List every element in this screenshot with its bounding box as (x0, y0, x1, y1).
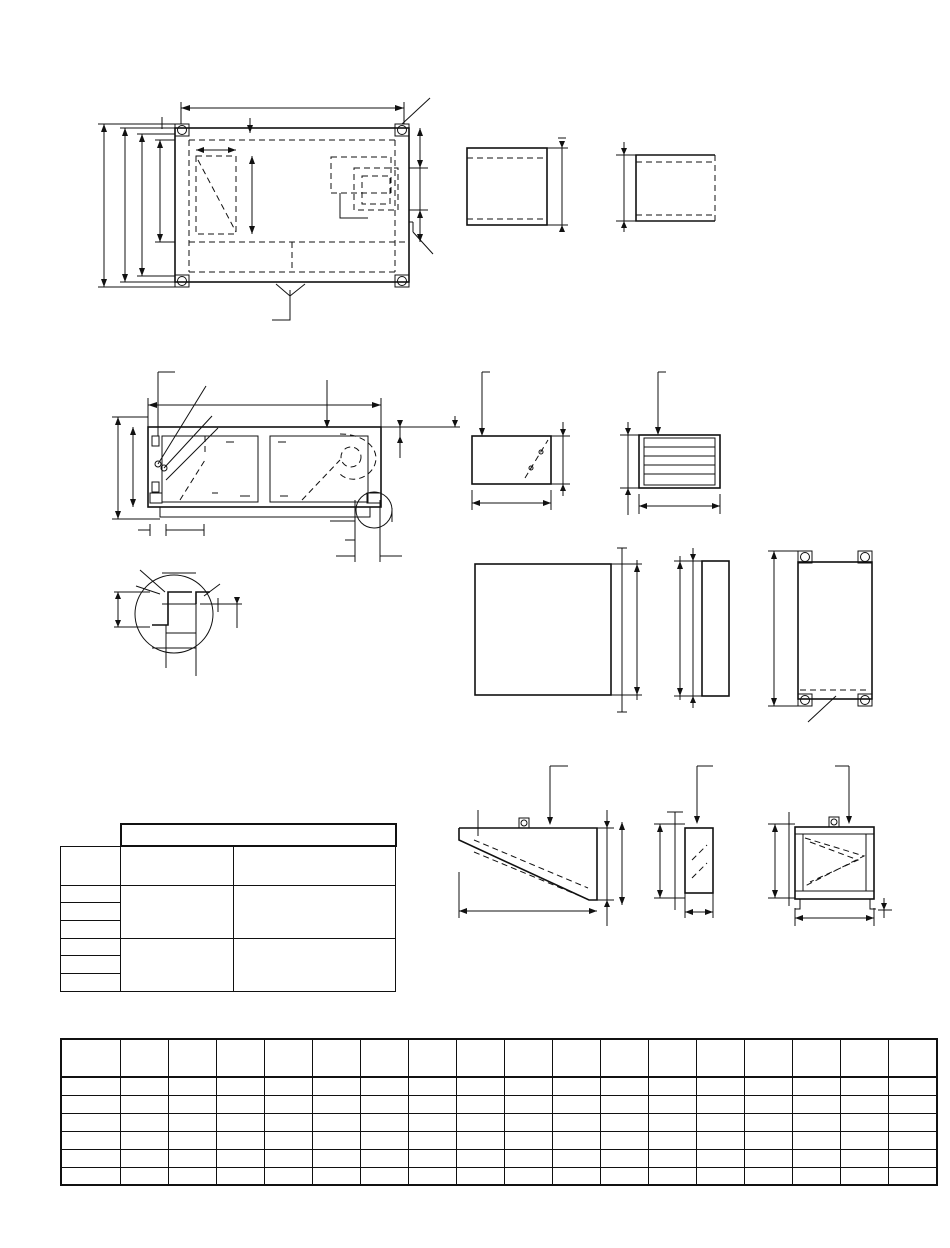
detail-leader-2 (136, 586, 160, 594)
table-cell (504, 1095, 552, 1113)
table-cell (61, 846, 121, 885)
table-row (61, 1095, 937, 1113)
louver-frame (644, 438, 715, 485)
table-cell (360, 1039, 408, 1077)
end-hood-outline (795, 827, 874, 899)
table-cell (61, 938, 121, 955)
hidden-coil-diagonal (198, 160, 236, 232)
table-cell (168, 1149, 216, 1167)
table-cell (696, 1095, 744, 1113)
table-cell (888, 1149, 937, 1167)
table-cell (312, 1167, 360, 1185)
corner-hole-bl (178, 277, 187, 286)
panel-narrow-view (674, 548, 729, 708)
table-cell (312, 1131, 360, 1149)
table-cell (61, 902, 121, 920)
louver-blades (644, 447, 715, 474)
table-row (61, 1149, 937, 1167)
table-cell (264, 1167, 312, 1185)
table-cell (61, 1095, 120, 1113)
table-cell (600, 1113, 648, 1131)
table-cell (360, 1167, 408, 1185)
table-cell (744, 1149, 792, 1167)
table-cell (552, 1039, 600, 1077)
table-cell (648, 1095, 696, 1113)
narrow-hood-outline (685, 828, 713, 893)
front-panel-right (270, 436, 368, 502)
table-cell (264, 1077, 312, 1095)
table-cell (121, 846, 234, 885)
table-cell (216, 1149, 264, 1167)
top-plan-view (98, 98, 433, 320)
hood-hidden (474, 840, 588, 896)
end-hood-foot-l (795, 899, 800, 909)
front-base-rail (160, 507, 370, 517)
table-cell (744, 1167, 792, 1185)
table-header-row (61, 1039, 937, 1077)
hidden-fan-housing (331, 157, 391, 193)
table-cell (504, 1039, 552, 1077)
table-cell (264, 1113, 312, 1131)
table-cell (744, 1113, 792, 1131)
end-outline (467, 148, 547, 225)
table-cell (504, 1077, 552, 1095)
table-cell (456, 1095, 504, 1113)
table-cell (600, 1149, 648, 1167)
table-cell (888, 1039, 937, 1077)
front-leader-2 (158, 386, 206, 464)
table-cell (312, 1113, 360, 1131)
table-cell (360, 1077, 408, 1095)
table-cell (648, 1039, 696, 1077)
table-cell (840, 1131, 888, 1149)
table-cell (168, 1167, 216, 1185)
detail-section (152, 592, 192, 625)
table-cell (648, 1149, 696, 1167)
table-cell (264, 1095, 312, 1113)
table-cell (552, 1131, 600, 1149)
frame-hole-bl (801, 696, 810, 705)
table-cell (61, 824, 121, 846)
table-cell (408, 1131, 456, 1149)
table-cell (168, 1077, 216, 1095)
table-cell (120, 1039, 168, 1077)
large-dimension-table (60, 1038, 938, 1186)
table-cell (840, 1077, 888, 1095)
hidden-fan-inner (362, 176, 390, 204)
table-cell (552, 1113, 600, 1131)
plan-outline (175, 128, 409, 282)
table-cell (744, 1095, 792, 1113)
table-cell (504, 1113, 552, 1131)
front-fitting-1 (152, 436, 159, 446)
side-hood-view (459, 766, 625, 926)
right-end-view-small (467, 138, 568, 232)
hidden-coil (196, 156, 236, 234)
detail-circle-view (114, 570, 242, 676)
table-cell (648, 1113, 696, 1131)
table-cell (120, 1095, 168, 1113)
table-cell (696, 1039, 744, 1077)
end-hood-foot-r (870, 899, 876, 909)
table-cell (504, 1131, 552, 1149)
table-cell (792, 1149, 840, 1167)
table-cell (168, 1113, 216, 1131)
table-cell (552, 1167, 600, 1185)
table-cell (696, 1077, 744, 1095)
table-cell (120, 1149, 168, 1167)
coil-outline (472, 436, 551, 484)
table-cell (888, 1077, 937, 1095)
table-cell (888, 1167, 937, 1185)
detail-circle (135, 575, 213, 653)
table-cell (312, 1095, 360, 1113)
table-cell (61, 1039, 120, 1077)
front-hidden-fan-hub (341, 447, 361, 467)
table-cell (61, 1149, 120, 1167)
table-row (61, 938, 396, 955)
table-cell (696, 1149, 744, 1167)
table-cell (234, 885, 396, 938)
table-cell (696, 1131, 744, 1149)
table-cell (792, 1039, 840, 1077)
louver-outline (639, 435, 720, 488)
table-cell (360, 1113, 408, 1131)
table-cell (264, 1149, 312, 1167)
table-cell (792, 1167, 840, 1185)
table-cell (264, 1131, 312, 1149)
table-cell (121, 824, 396, 846)
open-outline (636, 155, 715, 221)
table-cell (120, 1167, 168, 1185)
table-cell (504, 1167, 552, 1185)
corner-hole-tr (398, 126, 407, 135)
table-cell (456, 1167, 504, 1185)
table-cell (840, 1095, 888, 1113)
end-hood-lug-hole (831, 819, 837, 825)
table-cell (264, 1039, 312, 1077)
table-cell (888, 1095, 937, 1113)
table-cell (600, 1039, 648, 1077)
table-cell (648, 1131, 696, 1149)
table-cell (408, 1039, 456, 1077)
frame-outline (798, 562, 872, 699)
panel-large-outline (475, 564, 611, 695)
table-cell (120, 1113, 168, 1131)
corner-hole-tl (178, 126, 187, 135)
front-hidden-diag (302, 460, 340, 500)
table-cell (312, 1149, 360, 1167)
table-cell (840, 1039, 888, 1077)
table-cell (360, 1095, 408, 1113)
table-cell (120, 1077, 168, 1095)
coil-side-view (472, 372, 570, 510)
table-cell (888, 1131, 937, 1149)
table-cell (61, 1167, 120, 1185)
table-cell (600, 1095, 648, 1113)
table-cell (600, 1167, 648, 1185)
table-cell (168, 1131, 216, 1149)
table-cell (456, 1077, 504, 1095)
table-cell (168, 1095, 216, 1113)
table-cell (888, 1113, 937, 1131)
table-cell (744, 1131, 792, 1149)
table-cell (792, 1077, 840, 1095)
detail-leader-3 (204, 584, 220, 596)
table-row (61, 846, 396, 885)
table-cell (360, 1131, 408, 1149)
table-cell (312, 1039, 360, 1077)
table-cell (840, 1149, 888, 1167)
table-cell (216, 1167, 264, 1185)
front-elevation-view (112, 372, 460, 562)
table-cell (456, 1131, 504, 1149)
table-cell (504, 1149, 552, 1167)
table-cell (216, 1113, 264, 1131)
table-cell (120, 1131, 168, 1149)
table-cell (216, 1077, 264, 1095)
table-cell (408, 1167, 456, 1185)
table-cell (61, 885, 121, 902)
table-cell (552, 1149, 600, 1167)
table-cell (61, 973, 121, 991)
table-cell (360, 1149, 408, 1167)
table-cell (408, 1095, 456, 1113)
table-cell (216, 1131, 264, 1149)
table-row (61, 1077, 937, 1095)
table-cell (744, 1077, 792, 1095)
front-fitting-3 (150, 493, 162, 503)
frame-hole-br (861, 696, 870, 705)
corner-hole-br (398, 277, 407, 286)
table-cell (408, 1113, 456, 1131)
end-hood-view (768, 766, 892, 926)
table-cell (234, 846, 396, 885)
table-cell (61, 920, 121, 938)
table-cell (61, 955, 121, 973)
table-cell (61, 1077, 120, 1095)
table-cell (121, 938, 234, 991)
table-cell (168, 1039, 216, 1077)
table-cell (744, 1039, 792, 1077)
table-cell (408, 1149, 456, 1167)
table-cell (552, 1095, 600, 1113)
table-row (61, 885, 396, 902)
front-fitting-2 (152, 482, 159, 492)
louver-view (620, 372, 720, 515)
table-cell (456, 1113, 504, 1131)
table-cell (792, 1095, 840, 1113)
front-hidden-fan-scroll (340, 434, 376, 479)
y-leader-stem (272, 290, 290, 320)
table-cell (648, 1077, 696, 1095)
table-cell (696, 1167, 744, 1185)
table-cell (121, 885, 234, 938)
table-cell (216, 1095, 264, 1113)
table-cell (456, 1039, 504, 1077)
narrow-hood-hidden (692, 845, 707, 878)
table-cell (600, 1131, 648, 1149)
frame-hole-tr (861, 553, 870, 562)
front-fitting-right (367, 493, 381, 503)
frame-with-lugs-view (768, 551, 872, 722)
table-cell (234, 938, 396, 991)
table-cell (600, 1077, 648, 1095)
narrow-hood-view (654, 766, 713, 918)
table-cell (312, 1077, 360, 1095)
right-end-view-open (616, 142, 715, 232)
table-cell (648, 1167, 696, 1185)
table-cell (696, 1113, 744, 1131)
coil-hidden (525, 440, 548, 478)
table-cell (552, 1077, 600, 1095)
table-row (61, 1131, 937, 1149)
hood-outline (459, 828, 597, 900)
leader-bottom-right (413, 232, 433, 254)
hood-lug-hole (521, 820, 527, 826)
front-detail-circle (356, 492, 392, 528)
panel-narrow-outline (702, 561, 729, 696)
table-row (61, 1167, 937, 1185)
leader-top-right (402, 98, 430, 124)
table-cell (840, 1167, 888, 1185)
end-hood-hidden (805, 838, 864, 886)
table-cell (792, 1131, 840, 1149)
frame-hole-tl (801, 553, 810, 562)
table-row (61, 824, 396, 846)
table-cell (61, 1113, 120, 1131)
table-cell (216, 1039, 264, 1077)
table-row (61, 1113, 937, 1131)
table-cell (408, 1077, 456, 1095)
table-cell (840, 1113, 888, 1131)
small-dimension-table (60, 823, 397, 992)
table-cell (61, 1131, 120, 1149)
table-cell (456, 1149, 504, 1167)
panel-large-view (475, 548, 642, 712)
table-cell (792, 1113, 840, 1131)
